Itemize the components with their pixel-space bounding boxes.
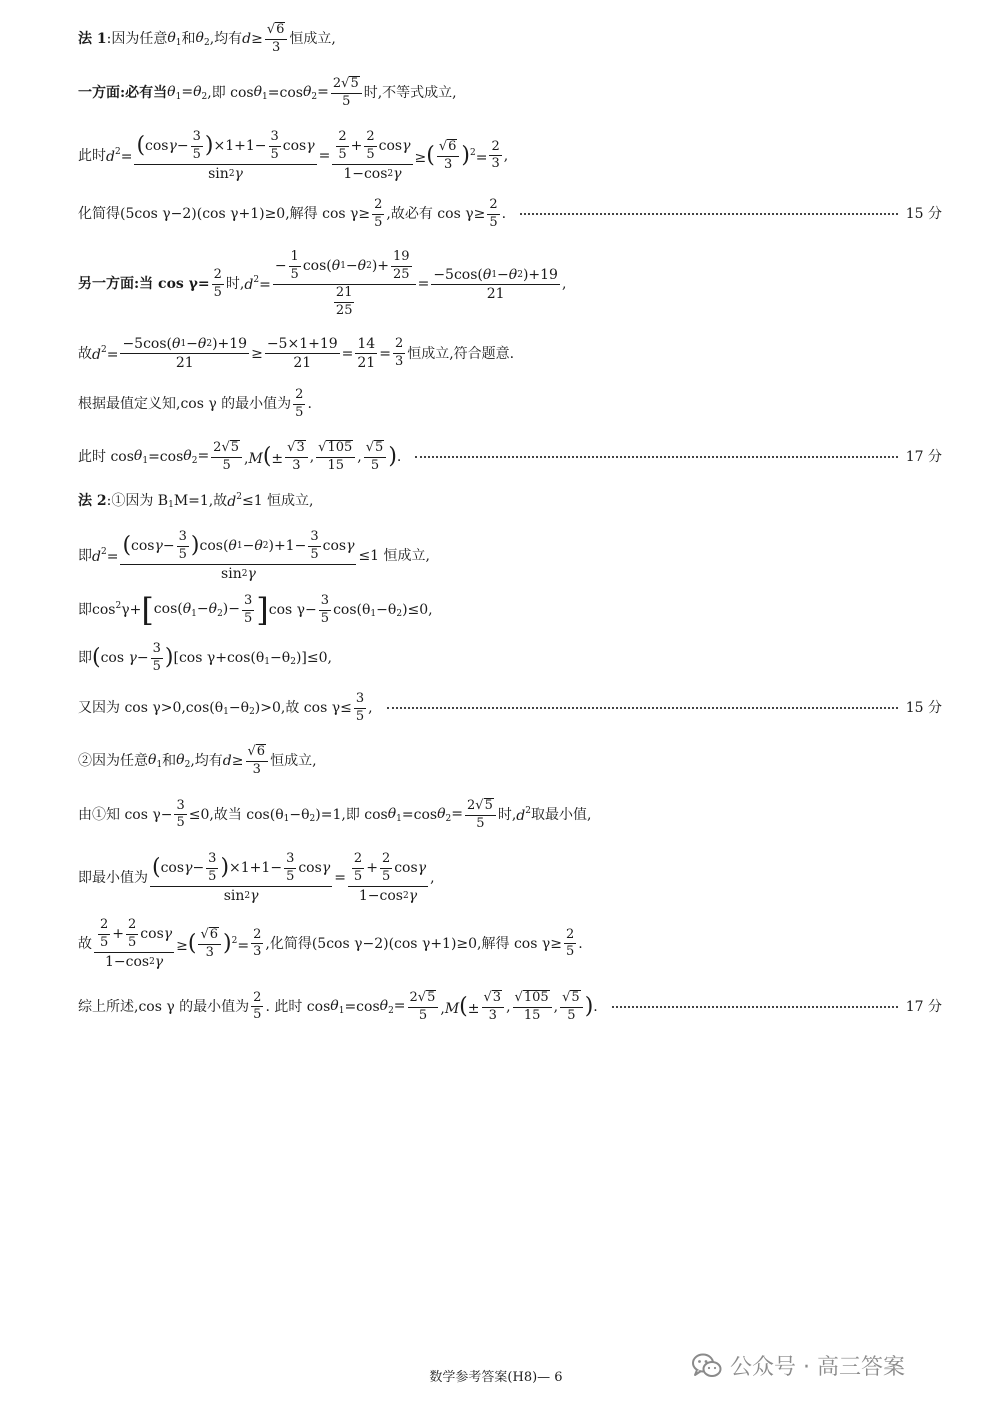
dot-leader — [387, 707, 898, 709]
text: 恒成立,符合题意. — [407, 345, 515, 362]
line-9: 法 2 :①因为 B $_1$ M=1,故 $d^2$ ≤1 恒成立, — [78, 492, 314, 511]
text: . — [307, 396, 312, 413]
watermark-text: 公众号 · 高三答案 — [730, 1355, 905, 1380]
fraction: ( cos γ − 3 5 ) ×1+1− 3 5 cos γ sin 2 γ — [136, 129, 315, 182]
text: −θ — [376, 602, 397, 619]
fraction: √ 6 3 — [265, 22, 288, 56]
text: 即cos — [78, 602, 116, 619]
score-label: 15 分 — [905, 206, 942, 223]
text: . — [578, 935, 583, 952]
text: 和 — [181, 30, 196, 47]
text: 时, — [497, 806, 517, 823]
text: 时, — [225, 276, 245, 293]
text: )=1,即 cos — [315, 806, 388, 823]
method-2-label: 法 2 — [78, 493, 107, 510]
line-4: 化简得(5cos γ−2)(cos γ+1)≥0,解得 cos γ≥ $\frac{2}{5}$ ,故必有 cos γ≥ $\frac{2}{5}$ . 15 分 — [78, 197, 942, 230]
line-11: 即cos $^2$ γ+ [ $\cos(\theta_1-\theta_2)-$ $\frac{3}{5}$ ] cos γ− $\frac{3}{5}$ cos(θ $_1$ −θ $_2$ )≤0, — [78, 591, 433, 630]
text: =cos — [148, 448, 184, 465]
text: 故 — [78, 935, 92, 952]
text: 此时 — [78, 147, 106, 164]
text: =cos — [401, 806, 438, 823]
line-18: 综上所述,cos γ 的最小值为 2 5 . 此时 cos $\theta_1$ =cos $\theta_2=$ 2√ 5 5 ,M(± √ 3 3 , √ 105 15 , √ 5 5 ) . 17 分 — [78, 989, 942, 1023]
text: , — [368, 700, 373, 717]
fraction: 2 5 + 2 5 cos γ 1−cos 2 γ — [94, 918, 174, 970]
fraction: − 1 5 cos( θ 1 − θ 2 )+ 19 25 21 25 — [273, 250, 416, 319]
page-footer: 数学参考答案(H8)— 6 — [429, 1370, 563, 1385]
text: 此时 cos — [78, 448, 134, 465]
text: 综上所述,cos γ 的最小值为 — [78, 998, 250, 1015]
text: ②因为任意 — [78, 752, 148, 769]
text: . — [501, 206, 507, 223]
text: , — [430, 869, 435, 886]
dot-leader — [612, 1006, 898, 1008]
line-14: ②因为任意 $\theta_1$ 和 $\theta_2$ ,均有 d≥ √ 6 3 恒成立, — [78, 743, 317, 777]
text: ,故必有 cos γ≥ — [386, 206, 486, 223]
score-label: 17 分 — [905, 448, 942, 465]
line-13: 又因为 cos γ>0,cos(θ $_1$ −θ $_2$ )>0,故 cos γ≤ $\frac{3}{5}$ , 15 分 — [78, 691, 942, 724]
line-16: 即最小值为 ( cos γ − 3 5 ) ×1+1− 3 5 cos γ sin 2 γ = 2 5 + 2 5 cos γ 1−cos 2 γ , — [78, 851, 435, 904]
text: 恒成立, — [270, 752, 317, 769]
text: . — [396, 448, 402, 465]
text: 时,不等式成立, — [363, 84, 457, 101]
fraction: −5cos( θ 1 − θ 2 )+19 21 — [433, 266, 558, 302]
text: γ+ — [121, 602, 142, 619]
text: )>0,故 cos γ≤ — [254, 700, 352, 717]
text: ,即 cos — [207, 84, 254, 101]
fraction: 2√ 5 5 — [331, 76, 362, 110]
text: 一方面:必有当 — [78, 84, 168, 101]
text: 恒成立, — [289, 30, 336, 47]
text: :①因为 B — [106, 493, 169, 510]
text: cos γ− — [268, 602, 317, 619]
line-15: 由①知 cos γ− $\frac{3}{5}$ ≤0,故当 cos(θ $_1$ −θ $_2$ )=1,即 cos $\theta_1$ =cos $\theta_2=$ 2√ 5 5 时, $d^2$ 取最小值, — [78, 797, 592, 831]
line-17: 故 2 5 + 2 5 cos γ 1−cos 2 γ ≥( √ 6 3 )$^2$= $\frac{2}{3}$ ,化简得(5cos γ−2)(cos γ+1)≥0,解得 cos γ≥ $\frac{2}{5}$ . — [78, 917, 583, 970]
text: −θ — [289, 806, 310, 823]
fraction: ( cos γ − 3 5 ) ×1+1− 3 5 cos γ sin 2 γ — [152, 851, 331, 904]
watermark — [692, 1350, 905, 1381]
dot-leader — [415, 456, 897, 458]
line-8: 此时 cos $\theta_1$ =cos $\theta_2=$ 2√ 5 5 ,M(± √ 3 3 , √ 105 15 , √ 5 5 ) . 17 分 — [78, 439, 942, 473]
line-7: 根据最值定义知,cos γ 的最小值为 2 5 . — [78, 387, 312, 420]
text: [cos γ+cos(θ — [173, 650, 265, 667]
line-6: 故 $d^2=$ −5cos( θ 1 − θ 2 )+19 21 ≥ $\frac{-5\times 1+19}{21}$ = $\frac{14}{21}$ = $\frac{2}{3}$ 恒成立,符合题意. — [78, 336, 515, 372]
text: ,化简得(5cos γ−2)(cos γ+1)≥0,解得 cos γ≥ — [265, 935, 562, 952]
dot-leader — [520, 213, 898, 215]
text: −θ — [270, 650, 291, 667]
fraction: 2 5 + 2 5 cos γ 1−cos 2 γ — [332, 130, 412, 182]
line-10: 即 $d^2=$ ( cos γ − 3 5 ) cos( θ 1 − θ 2 )+1− 3 5 cos γ sin 2 γ ≤1 恒成立, — [78, 529, 430, 582]
fraction: ( cos γ − 3 5 ) cos( θ 1 − θ 2 )+1− 3 5 cos γ sin 2 γ — [122, 529, 355, 582]
text: :因为任意 — [106, 30, 168, 47]
text: ≤1 恒成立, — [241, 493, 314, 510]
text: M=1,故 — [173, 493, 228, 510]
text: ≤0,故当 cos(θ — [188, 806, 284, 823]
text: 和 — [162, 752, 177, 769]
text: 由①知 cos γ− — [78, 806, 173, 823]
text: ≤1 恒成立, — [358, 547, 430, 564]
text: 又因为 cos γ>0,cos(θ — [78, 700, 224, 717]
text: 即最小值为 — [78, 869, 148, 886]
line-2: 一方面:必有当 $\theta_1=\theta_2$ ,即 cos $\theta_1$ =cos $\theta_2=$ 2√ 5 5 时,不等式成立, — [78, 75, 457, 109]
line-12: 即 ( cos γ− $\frac{3}{5}$ ) [cos γ+cos(θ $_1$ −θ $_2$ )]≤0, — [78, 641, 332, 674]
text: 即 — [78, 650, 92, 667]
text: . 此时 cos — [265, 998, 331, 1015]
wechat-icon — [692, 1353, 722, 1379]
text: 取最小值, — [531, 806, 592, 823]
text: ,均有 — [209, 30, 243, 47]
text: . — [593, 998, 598, 1015]
line-5: 另一方面:当 cos γ= $\frac{2}{5}$ 时, $d^2=$ − 1 5 cos( θ 1 − θ 2 )+ 19 25 21 25 = −5cos( θ 1 − θ 2 )+19 21 , — [78, 249, 567, 318]
text: =cos — [344, 998, 380, 1015]
score-label: 15 分 — [905, 700, 942, 717]
text: )]≤0, — [295, 650, 332, 667]
method-1-label: 法 1 — [78, 30, 107, 47]
text: =cos — [267, 84, 303, 101]
score-label: 17 分 — [905, 998, 942, 1015]
text: , — [561, 276, 567, 293]
text: 故 — [78, 345, 92, 362]
text: −θ — [228, 700, 250, 717]
text: ,均有 — [190, 752, 223, 769]
text: cos(θ — [333, 602, 371, 619]
text: 即 — [78, 547, 92, 564]
text: 根据最值定义知,cos γ 的最小值为 — [78, 396, 292, 413]
text: )≤0, — [402, 602, 433, 619]
fraction: 2 5 + 2 5 cos γ 1−cos 2 γ — [348, 852, 428, 904]
text: 另一方面:当 cos γ= — [78, 276, 210, 293]
line-3: 此时 $d^2=$ ( cos γ − 3 5 ) ×1+1− 3 5 cos γ sin 2 γ = 2 5 + 2 5 cos γ 1−cos 2 γ ≥( √ 6 3 )$^2$= $\frac{2}{3}$ , — [78, 129, 509, 182]
text: 化简得(5cos γ−2)(cos γ+1)≥0,解得 cos γ≥ — [78, 206, 371, 223]
line-1: 法 1 :因为任意 $\theta_1$ 和 $\theta_2$ ,均有 d≥ √ 6 3 恒成立, — [78, 21, 336, 55]
